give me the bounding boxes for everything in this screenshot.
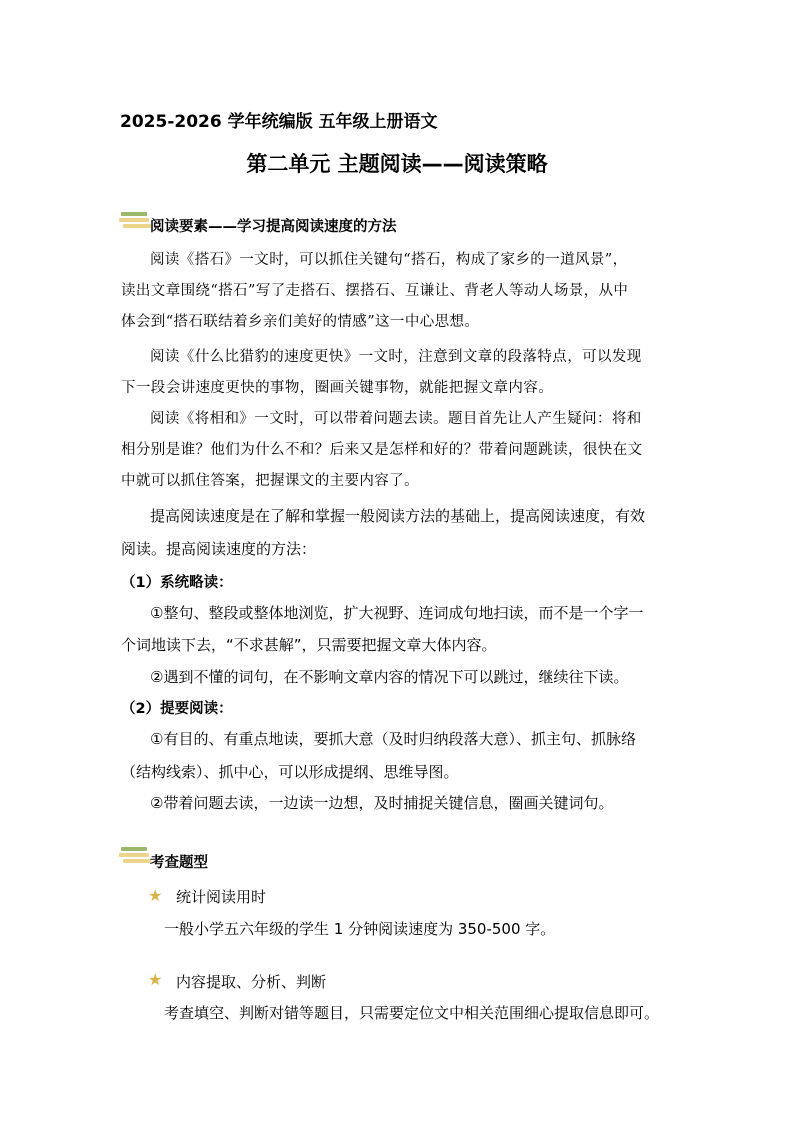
section-heading-reading-elements: 阅读要素——学习提高阅读速度的方法 — [150, 219, 397, 235]
paragraph-line: 阅读《搭石》一文时，可以抓住关键句“搭石，构成了家乡的一道风景”， — [150, 252, 628, 268]
list-item: 个词地读下去，“不求甚解”，只需要把握文章大体内容。 — [121, 636, 497, 654]
unit-title: 第二单元 主题阅读——阅读策略 — [246, 152, 548, 176]
paragraph-line: 读出文章围绕“搭石”写了走搭石、摆搭石、互谦让、背老人等动人场景，从中 — [121, 283, 629, 299]
question-type-description: 考查填空、判断对错等题目，只需要定位文中相关范围细心提取信息即可。 — [164, 1004, 660, 1022]
paragraph-line: 阅读。提高阅读速度的方法： — [121, 540, 317, 558]
paragraph-line: 相分别是谁？他们为什么不和？后来又是怎样和好的？带着问题跳读，很快在文 — [121, 442, 643, 458]
list-item: ②带着问题去读，一边读一边想，及时捕捉关键信息，圈画关键词句。 — [150, 794, 614, 812]
section-heading-question-types: 考查题型 — [150, 855, 208, 871]
list-item: ②遇到不懂的词句，在不影响文章内容的情况下可以跳过，继续往下读。 — [150, 668, 629, 686]
subheading-outline-reading: （2）提要阅读： — [121, 701, 233, 717]
paragraph-line: 下一段会讲速度更快的事物，圈画关键事物，就能把握文章内容。 — [121, 380, 554, 396]
question-type-title: 统计阅读用时 — [176, 888, 267, 906]
question-type-title: 内容提取、分析、判断 — [176, 973, 327, 991]
paragraph-line: 体会到“搭石联结着乡亲们美好的情感”这一中心思想。 — [121, 314, 480, 330]
document-title: 2025-2026 学年统编版 五年级上册语文 — [120, 112, 438, 132]
list-item: （结构线索）、抓中心，可以形成提纲、思维导图。 — [121, 763, 459, 781]
list-item: ①有目的、有重点地读，要抓大意（及时归纳段落大意）、抓主句、抓脉络 — [150, 730, 636, 748]
paragraph-line: 提高阅读速度是在了解和掌握一般阅读方法的基础上，提高阅读速度，有效 — [150, 507, 646, 525]
list-item: ①整句、整段或整体地浏览，扩大视野、连词成句地扫读，而不是一个字一 — [150, 604, 644, 622]
section-marker-icon — [119, 212, 153, 232]
star-icon: ★ — [148, 886, 163, 905]
subheading-skimming: （1）系统略读： — [121, 575, 233, 591]
paragraph-line: 阅读《将相和》一文时，可以带着问题去读。题目首先让人产生疑问：将和 — [150, 411, 642, 427]
paragraph-line: 中就可以抓住答案，把握课文的主要内容了。 — [121, 473, 419, 489]
star-icon: ★ — [148, 970, 163, 989]
section-marker-icon — [119, 847, 153, 867]
paragraph-line: 阅读《什么比猎豹的速度更快》一文时，注意到文章的段落特点，可以发现 — [150, 349, 642, 365]
question-type-description: 一般小学五六年级的学生 1 分钟阅读速度为 350-500 字。 — [164, 920, 556, 938]
